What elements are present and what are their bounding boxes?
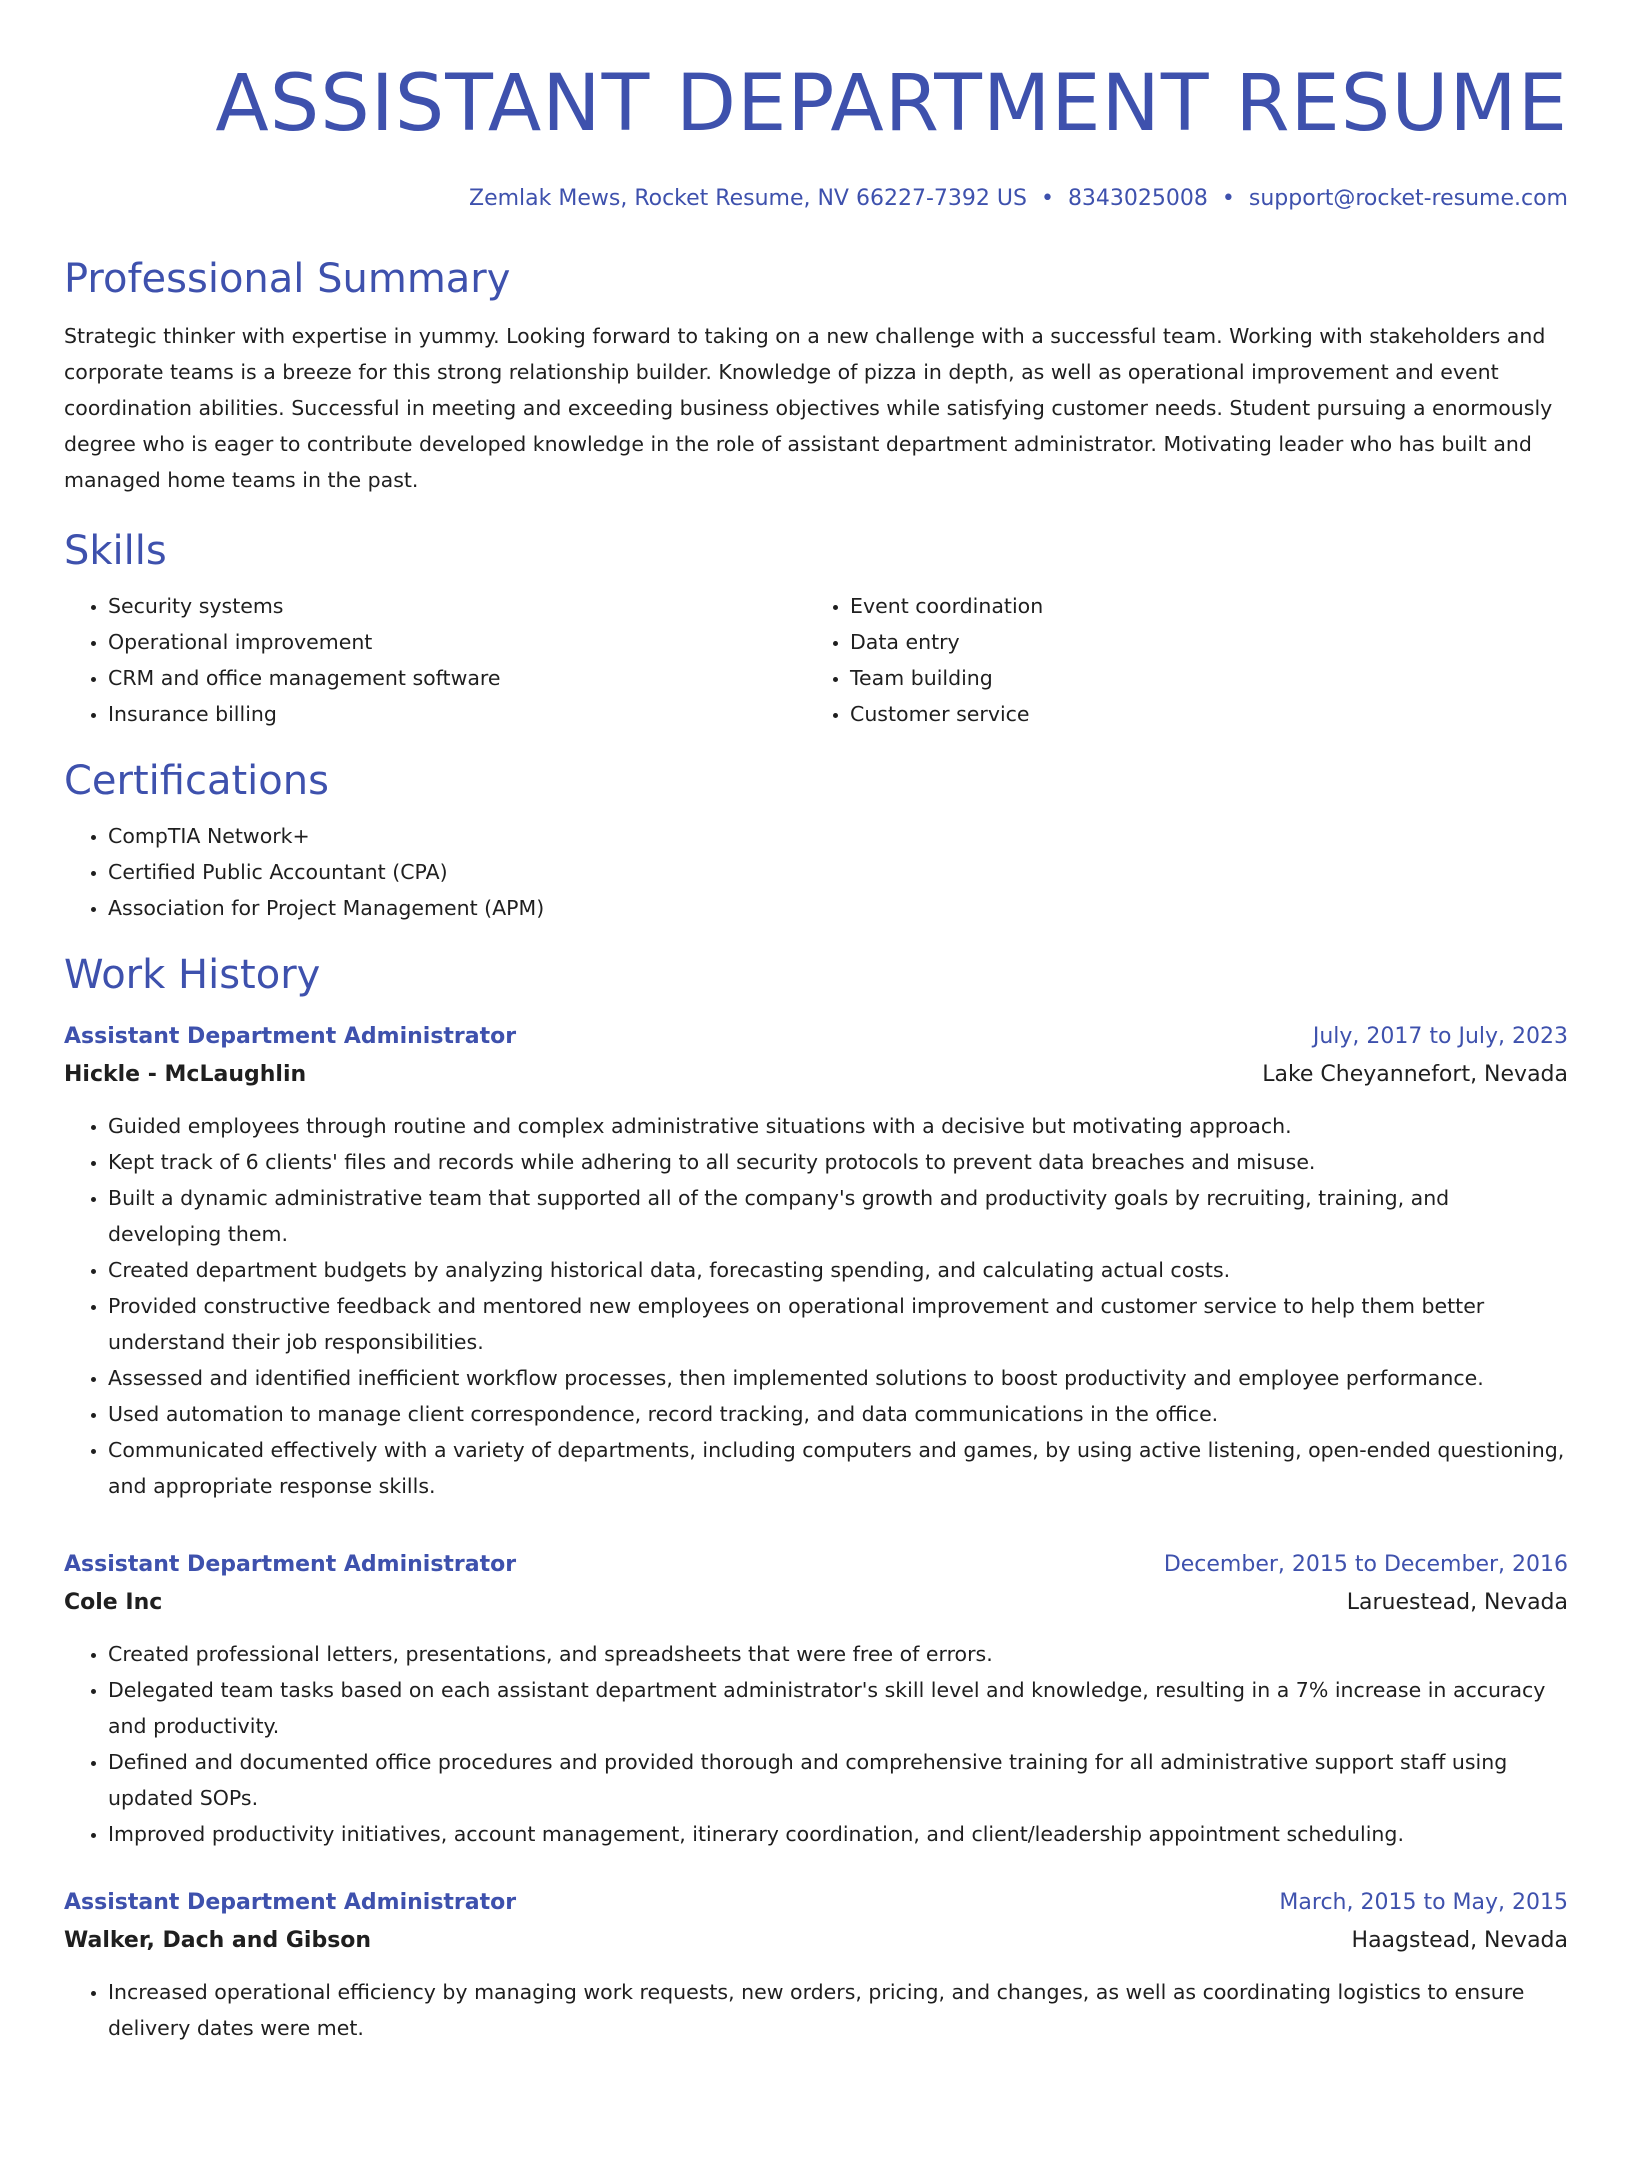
job-company: Cole Inc bbox=[64, 1590, 163, 1615]
separator-dot: • bbox=[1221, 186, 1235, 211]
job-company-row bbox=[64, 1056, 1568, 1094]
job-company-row bbox=[64, 1584, 1568, 1622]
job-location: Haagstead, Nevada bbox=[1351, 1928, 1568, 1953]
resume-title: ASSISTANT DEPARTMENT RESUME bbox=[215, 59, 1568, 149]
skill-item: • Operational improvement bbox=[108, 624, 806, 660]
job-title: Assistant Department Administrator bbox=[64, 1024, 517, 1049]
job-bullet: • Built a dynamic administrative team that supported all of the company's growth and productivity goals by recruiting, training, and developing them. bbox=[108, 1180, 1568, 1252]
certification-item: • Association for Project Management (APM) bbox=[108, 890, 1568, 926]
job-dates: July, 2017 to July, 2023 bbox=[1312, 1024, 1568, 1049]
job-company: Hickle - McLaughlin bbox=[64, 1062, 307, 1087]
skill-item: • Customer service bbox=[850, 696, 1548, 732]
job-title: Assistant Department Administrator bbox=[64, 1552, 517, 1577]
skills-column-right bbox=[806, 588, 1548, 732]
skills-column-left bbox=[64, 588, 806, 732]
skill-item: • Team building bbox=[850, 660, 1548, 696]
skill-item: • Security systems bbox=[108, 588, 806, 624]
skills-grid bbox=[64, 588, 1568, 732]
summary-text: Strategic thinker with expertise in yummy. Looking forward to taking on a new challenge with a successful team. Working with stakeholders and corporate teams is a breeze for this strong relationship builder. Knowledge of pizza in depth, as well as operational improvement and event coordination abilities. Successful in meeting and exceeding business objectives while satisfying customer needs. Student pursuing a enormously degree who is eager to contribute developed knowledge in the role of assistant department administrator. Motivating leader who has built and managed home teams in the past. bbox=[64, 324, 1553, 492]
job-bullet: • Guided employees through routine and complex administrative situations with a decisive but motivating approach. bbox=[108, 1108, 1568, 1144]
job-bullet: • Used automation to manage client correspondence, record tracking, and data communications in the office. bbox=[108, 1396, 1568, 1432]
separator-dot: • bbox=[1040, 186, 1054, 211]
job-company-row bbox=[64, 1922, 1568, 1960]
job-bullet: • Created department budgets by analyzing historical data, forecasting spending, and calculating actual costs. bbox=[108, 1252, 1568, 1288]
job-entry bbox=[64, 1018, 1568, 1504]
email-link[interactable]: support@rocket-resume.com bbox=[1248, 186, 1568, 211]
job-header-row bbox=[64, 1884, 1568, 1922]
job-dates: December, 2015 to December, 2016 bbox=[1163, 1552, 1568, 1577]
job-location: Lake Cheyannefort, Nevada bbox=[1262, 1062, 1568, 1087]
certifications-list bbox=[64, 818, 1568, 926]
job-title: Assistant Department Administrator bbox=[64, 1890, 517, 1915]
job-bullet: • Increased operational efficiency by managing work requests, new orders, pricing, and changes, as well as coordinating logistics to ensure delivery dates were met. bbox=[108, 1974, 1568, 2046]
address: Zemlak Mews, Rocket Resume, NV 66227-7392 US bbox=[469, 186, 1027, 211]
job-header-row bbox=[64, 1546, 1568, 1584]
job-entry bbox=[64, 1884, 1568, 2046]
job-bullet: • Created professional letters, presentations, and spreadsheets that were free of errors. bbox=[108, 1636, 1568, 1672]
certifications-heading: Certifications bbox=[64, 758, 329, 804]
work-history-heading: Work History bbox=[64, 952, 321, 998]
job-location: Laruestead, Nevada bbox=[1346, 1590, 1568, 1615]
job-entry bbox=[64, 1546, 1568, 1852]
job-bullet: • Kept track of 6 clients' files and records while adhering to all security protocols to prevent data breaches and misuse. bbox=[108, 1144, 1568, 1180]
certification-item: • Certified Public Accountant (CPA) bbox=[108, 854, 1568, 890]
summary-heading: Professional Summary bbox=[64, 256, 511, 302]
job-header-row bbox=[64, 1018, 1568, 1056]
resume-page bbox=[0, 58, 1632, 2046]
job-bullet: • Delegated team tasks based on each assistant department administrator's skill level and knowledge, resulting in a 7% increase in accuracy and productivity. bbox=[108, 1672, 1568, 1744]
job-bullets bbox=[64, 1974, 1568, 2046]
job-bullets bbox=[64, 1636, 1568, 1852]
skill-item: • Insurance billing bbox=[108, 696, 806, 732]
job-dates: March, 2015 to May, 2015 bbox=[1279, 1890, 1568, 1915]
contact-line bbox=[64, 184, 1568, 214]
certification-item: • CompTIA Network+ bbox=[108, 818, 1568, 854]
skill-item: • CRM and office management software bbox=[108, 660, 806, 696]
job-bullet: • Communicated effectively with a variety of departments, including computers and games, by using active listening, open-ended questioning, and appropriate response skills. bbox=[108, 1432, 1568, 1504]
job-bullet: • Improved productivity initiatives, account management, itinerary coordination, and client/leadership appointment scheduling. bbox=[108, 1816, 1568, 1852]
phone: 8343025008 bbox=[1067, 186, 1208, 211]
job-bullet: • Defined and documented office procedures and provided thorough and comprehensive training for all administrative support staff using updated SOPs. bbox=[108, 1744, 1568, 1816]
job-company: Walker, Dach and Gibson bbox=[64, 1928, 372, 1953]
job-bullet: • Provided constructive feedback and mentored new employees on operational improvement and customer service to help them better understand their job responsibilities. bbox=[108, 1288, 1568, 1360]
skill-item: • Data entry bbox=[850, 624, 1548, 660]
skill-item: • Event coordination bbox=[850, 588, 1548, 624]
skills-heading: Skills bbox=[64, 528, 167, 574]
job-bullets bbox=[64, 1108, 1568, 1504]
job-bullet: • Assessed and identified inefficient workflow processes, then implemented solutions to boost productivity and employee performance. bbox=[108, 1360, 1568, 1396]
